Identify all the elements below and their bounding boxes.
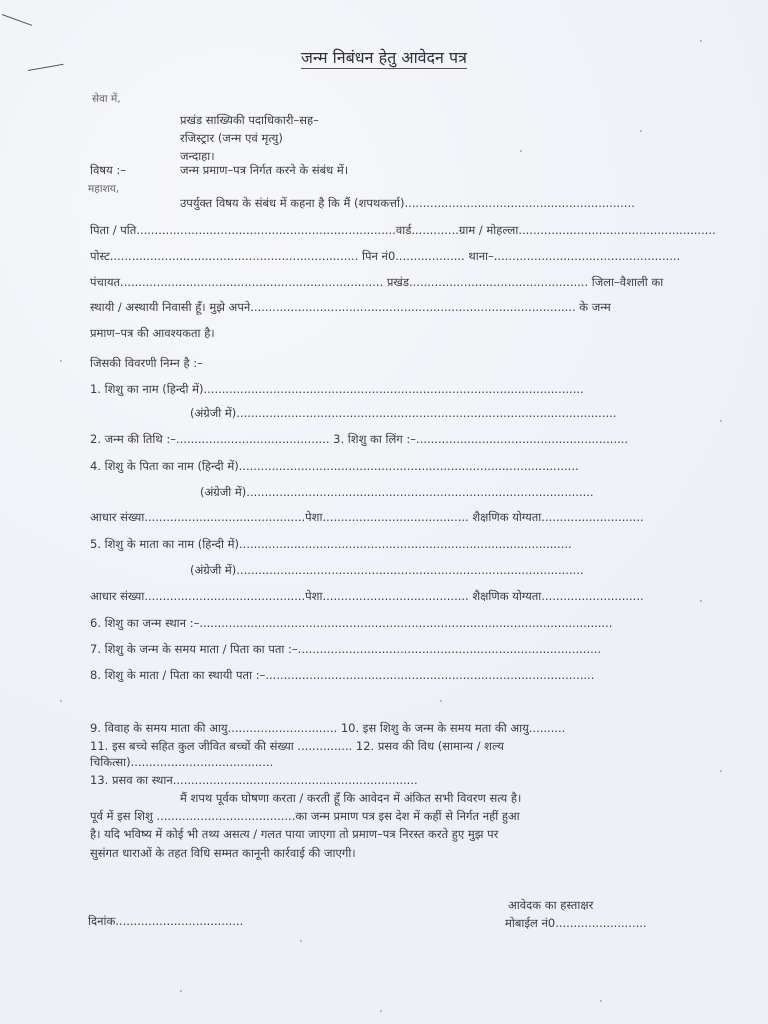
details-intro: जिसकी विवरणी निम्न है :– [90, 356, 203, 370]
body-line-5: स्थायी / अस्थायी निवासी हूँ। मुझे अपने......................................................................................... के जन्म [90, 300, 611, 314]
speck [600, 1000, 602, 1002]
corner-mark [2, 14, 32, 26]
body-line-2: पिता / पति.......................................................................वार्ड.............ग्राम / मोहल्ला...................................................... [90, 223, 716, 237]
body-line-6: प्रमाण–पत्र की आवश्यकता है। [90, 326, 215, 340]
field-delivery-place: 13. प्रसव का स्थान................................................................... [90, 773, 418, 787]
body-line-1: उपर्युक्त विषय के संबंध में कहना है कि मैं (शपथकर्त्ता)............................................................... [180, 196, 635, 210]
field-mother-age: 9. विवाह के समय माता की आयु.............................. 10. इस शिशु के जन्म के समय मता की आयु.......... [90, 721, 566, 735]
form-title: जन्म निबंधन हेतु आवेदन पत्र [301, 48, 467, 67]
speck [720, 420, 722, 422]
field-mother-aadhaar: आधार संख्या............................................पेशा........................................ शैक्षणिक योग्यता............................ [90, 589, 644, 603]
signature-label: आवेदक का हस्ताक्षर [508, 898, 594, 912]
field-parents-address-at-birth: 7. शिशु के जन्म के समय माता / पिता का पता :–................................................................................... [90, 642, 602, 656]
speck [300, 940, 302, 942]
subject-label: विषय :– [90, 163, 126, 177]
speck [440, 700, 442, 702]
speck [700, 600, 702, 602]
field-father-name-english: (अंग्रेजी में)............................................................................................... [200, 485, 594, 499]
field-parents-permanent-address: 8. शिशु के माता / पिता का स्थायी पता :–.......................................................................................... [90, 668, 595, 682]
body-line-4: पंचायत........................................................................ प्रखंड................................................. जिला–वैशाली का [90, 275, 664, 289]
addressee-line-3: जन्दाहा। [180, 149, 215, 163]
speck [720, 770, 722, 772]
field-birth-place: 6. शिशु का जन्म स्थान :–................................................................................................................. [90, 616, 613, 630]
speck [640, 130, 642, 132]
field-living-children: 11. इस बच्चे सहित कुल जीवित बच्चों की संख्या ............... 12. प्रसव की विध (सामान्य / शल्य [90, 739, 504, 753]
addressee-line-1: प्रखंड साख्यिकी पदाधिकारी–सह– [180, 113, 319, 127]
speck [520, 150, 522, 152]
field-child-name-english: (अंग्रेजी में)........................................................................................................ [190, 406, 617, 420]
speck [380, 1010, 382, 1012]
date-label: दिनांक................................... [88, 914, 244, 928]
salutation: महाशय, [88, 183, 120, 195]
speck [180, 990, 182, 992]
subject-text: जन्म प्रमाण–पत्र निर्गत करने के संबंध में। [180, 163, 349, 177]
declaration-line-2: पूर्व में इस शिशु ......................................का जन्म प्रमाण पत्र इस देश में कहीं से निर्गत नहीं हुआ [90, 809, 520, 823]
field-father-aadhaar: आधार संख्या............................................पेशा........................................ शैक्षणिक योग्यता............................ [90, 510, 644, 524]
field-mother-name-hindi: 5. शिशु के माता का नाम (हिन्दी में)........................................................................................... [90, 537, 572, 551]
declaration-line-3: है। यदि भविष्य में कोई भी तथ्य असत्य / गलत पाया जाएगा तो प्रमाण–पत्र निरस्त करते हुए मुझ पर [90, 827, 499, 841]
seva-me: सेवा में, [92, 93, 121, 105]
mobile-label: मोबाईल नं0......................... [505, 916, 647, 930]
field-delivery-method-cont: चिकित्सा)....................................... [90, 755, 274, 769]
body-line-3: पोस्ट.................................................................... पिन नं0................... थाना–................................................... [90, 249, 681, 263]
speck [60, 360, 62, 362]
field-dob-sex: 2. जन्म की तिथि :–.......................................... 3. शिशु का लिंग :–.......................................................... [90, 432, 629, 446]
field-father-name-hindi: 4. शिशु के पिता का नाम (हिन्दी में)............................................................................................. [90, 459, 579, 473]
speck [60, 700, 62, 702]
addressee-line-2: रजिस्ट्रार (जन्म एवं मृत्यु) [180, 131, 283, 145]
speck [700, 40, 702, 42]
field-mother-name-english: (अंग्रेजी में)............................................................................................... [190, 563, 584, 577]
declaration-line-4: सुसंगत धाराओं के तहत विधि सम्मत कानूनी कार्रवाई की जाएगी। [90, 846, 356, 860]
field-child-name-hindi: 1. शिशु का नाम (हिन्दी में)........................................................................................................ [90, 382, 584, 396]
declaration-line-1: मैं शपथ पूर्वक घोषणा करता / करती हूँ कि आवेदन में अंकित सभी विवरण सत्य है। [180, 791, 522, 805]
